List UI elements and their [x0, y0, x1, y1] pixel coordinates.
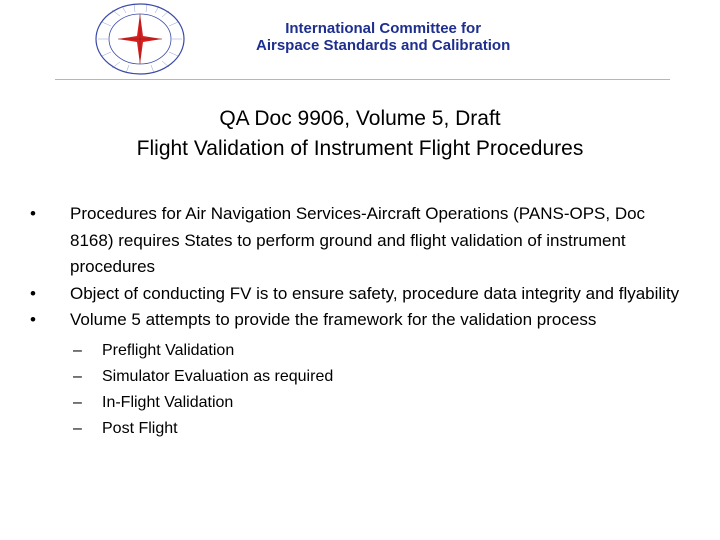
sub-bullet-marker: – — [73, 419, 82, 437]
organization-name-line1: International Committee for — [285, 20, 482, 37]
sub-bullet-item — [30, 416, 685, 442]
sub-bullet-item — [30, 338, 685, 364]
sub-bullet-item — [30, 390, 685, 416]
slide-title — [0, 104, 720, 164]
sub-bullet-marker: – — [73, 367, 82, 385]
bullet-item — [30, 201, 685, 281]
slide-header — [0, 0, 720, 80]
bullet-list — [30, 201, 685, 334]
organization-name-line2: Airspace Standards and Calibration — [256, 37, 511, 54]
sub-bullet-item — [30, 364, 685, 390]
sub-bullet-list — [30, 338, 685, 442]
sub-bullet-marker: – — [73, 393, 82, 411]
bullet-text: Object of conducting FV is to ensure safety, procedure data integrity and flyability — [70, 283, 680, 303]
organization-name — [256, 20, 510, 54]
bullet-marker: • — [30, 204, 36, 223]
header-divider — [55, 79, 670, 80]
bullet-item — [30, 281, 685, 308]
slide-body — [30, 201, 685, 442]
bullet-text: Volume 5 attempts to provide the framework for the validation process — [70, 310, 597, 329]
slide-title-line2: Flight Validation of Instrument Flight Procedures — [136, 137, 584, 160]
sub-bullet-text: In-Flight Validation — [102, 393, 234, 411]
bullet-item — [30, 307, 685, 334]
sub-bullet-text: Preflight Validation — [102, 341, 235, 359]
bullet-marker: • — [30, 283, 36, 303]
icas-logo-icon — [92, 2, 188, 76]
sub-bullet-text: Post Flight — [102, 419, 178, 437]
sub-bullet-marker: – — [73, 341, 82, 359]
bullet-marker: • — [30, 310, 36, 329]
bullet-text: Procedures for Air Navigation Services-Aircraft Operations (PANS-OPS, Doc 8168) requires States to perform ground and flight validation of instrument procedures — [70, 204, 646, 276]
sub-bullet-text: Simulator Evaluation as required — [102, 367, 334, 385]
slide-title-line1: QA Doc 9906, Volume 5, Draft — [219, 107, 501, 130]
